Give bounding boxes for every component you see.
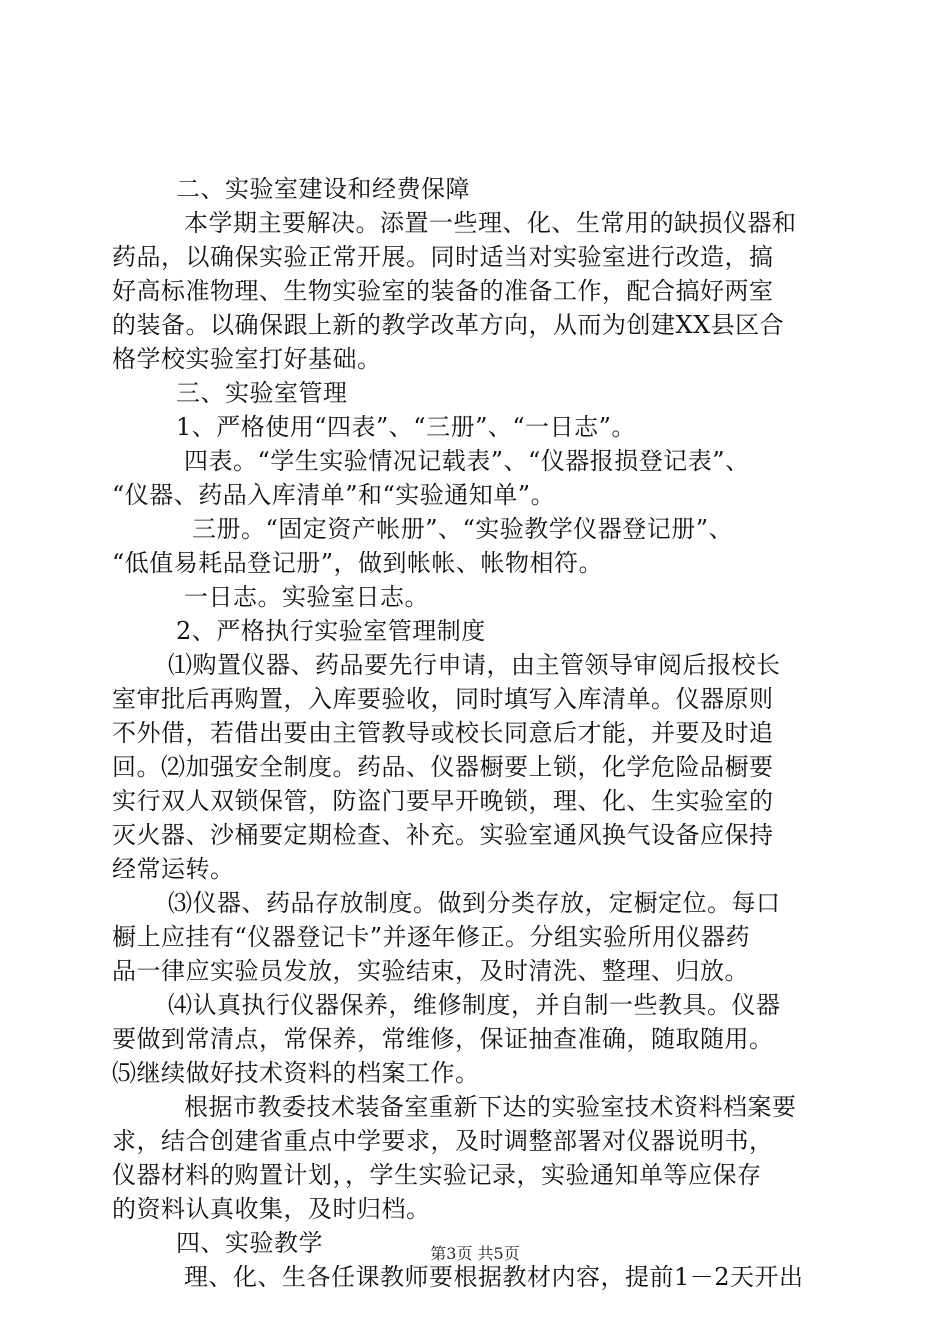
page-number-label: 第3页 共5页 [430, 1244, 520, 1263]
paragraph-line: 仪器材料的购置计划，，学生实验记录，实验通知单等应保存 [112, 1161, 762, 1189]
section-heading: 二、实验室建设和经费保障 [176, 175, 470, 203]
paragraph-line: ⑴购置仪器、药品要先行申请，由主管领导审阅后报校长 [168, 651, 781, 679]
paragraph-line: 回。⑵加强安全制度。药品、仪器橱要上锁，化学危险品橱要 [112, 753, 774, 781]
paragraph-line: 格学校实验室打好基础。 [112, 345, 382, 373]
paragraph-line: 药品，以确保实验正常开展。同时适当对实验室进行改造，搞 [112, 243, 774, 271]
paragraph-line: ⑸继续做好技术资料的档案工作。 [112, 1059, 480, 1087]
paragraph-line: 求，结合创建省重点中学要求，及时调整部署对仪器说明书， [112, 1127, 774, 1155]
paragraph-line: 四表。“学生实验情况记载表”、“仪器报损登记表”、 [184, 447, 750, 475]
paragraph-line: “仪器、药品入库清单”和“实验通知单”。 [112, 481, 556, 509]
paragraph-line: 室审批后再购置，入库要验收，同时填写入库清单。仪器原则 [112, 685, 774, 713]
paragraph-line: 1、严格使用“四表”、“三册”、“一日志”。 [176, 413, 636, 441]
paragraph-line: 实行双人双锁保管，防盗门要早开晚锁，理、化、生实验室的 [112, 787, 774, 815]
paragraph-line: “低值易耗品登记册”，做到帐帐、帐物相符。 [112, 549, 604, 577]
section-heading: 三、实验室管理 [176, 379, 348, 407]
page-footer [0, 1243, 950, 1265]
paragraph-line: 要做到常清点，常保养，常维修，保证抽查准确，随取随用。 [112, 1025, 774, 1053]
paragraph-line: 理、化、生各任课教师要根据教材内容，提前1－2天开出 [184, 1263, 804, 1291]
paragraph-line: 本学期主要解决。添置一些理、化、生常用的缺损仪器和 [184, 209, 797, 237]
paragraph-line: 的资料认真收集，及时归档。 [112, 1195, 431, 1223]
paragraph-line: 不外借，若借出要由主管教导或校长同意后才能，并要及时追 [112, 719, 774, 747]
paragraph-line: 经常运转。 [112, 855, 235, 883]
paragraph-line: 一日志。实验室日志。 [184, 583, 429, 611]
paragraph-line: 根据市教委技术装备室重新下达的实验室技术资料档案要 [184, 1093, 797, 1121]
paragraph-line: 品一律应实验员发放，实验结束，及时清洗、整理、归放。 [112, 957, 749, 985]
document-body [112, 172, 832, 1294]
section-heading: 四、实验教学 [176, 1229, 323, 1257]
paragraph-line: ⑷认真执行仪器保养，维修制度，并自制一些教具。仪器 [168, 991, 781, 1019]
paragraph-line: 三册。“固定资产帐册”、“实验教学仪器登记册”、 [192, 515, 734, 543]
paragraph-line: 灭火器、沙桶要定期检查、补充。实验室通风换气设备应保持 [112, 821, 774, 849]
paragraph-line: 的装备。以确保跟上新的教学改革方向，从而为创建XX县区合 [112, 311, 785, 339]
paragraph-line: 2、严格执行实验室管理制度 [176, 617, 486, 645]
paragraph-line: 好高标准物理、生物实验室的装备的准备工作，配合搞好两室 [112, 277, 774, 305]
paragraph-line: ⑶仪器、药品存放制度。做到分类存放，定橱定位。每口 [168, 889, 781, 917]
paragraph-line: 橱上应挂有“仪器登记卡”并逐年修正。分组实验所用仪器药 [112, 923, 751, 951]
